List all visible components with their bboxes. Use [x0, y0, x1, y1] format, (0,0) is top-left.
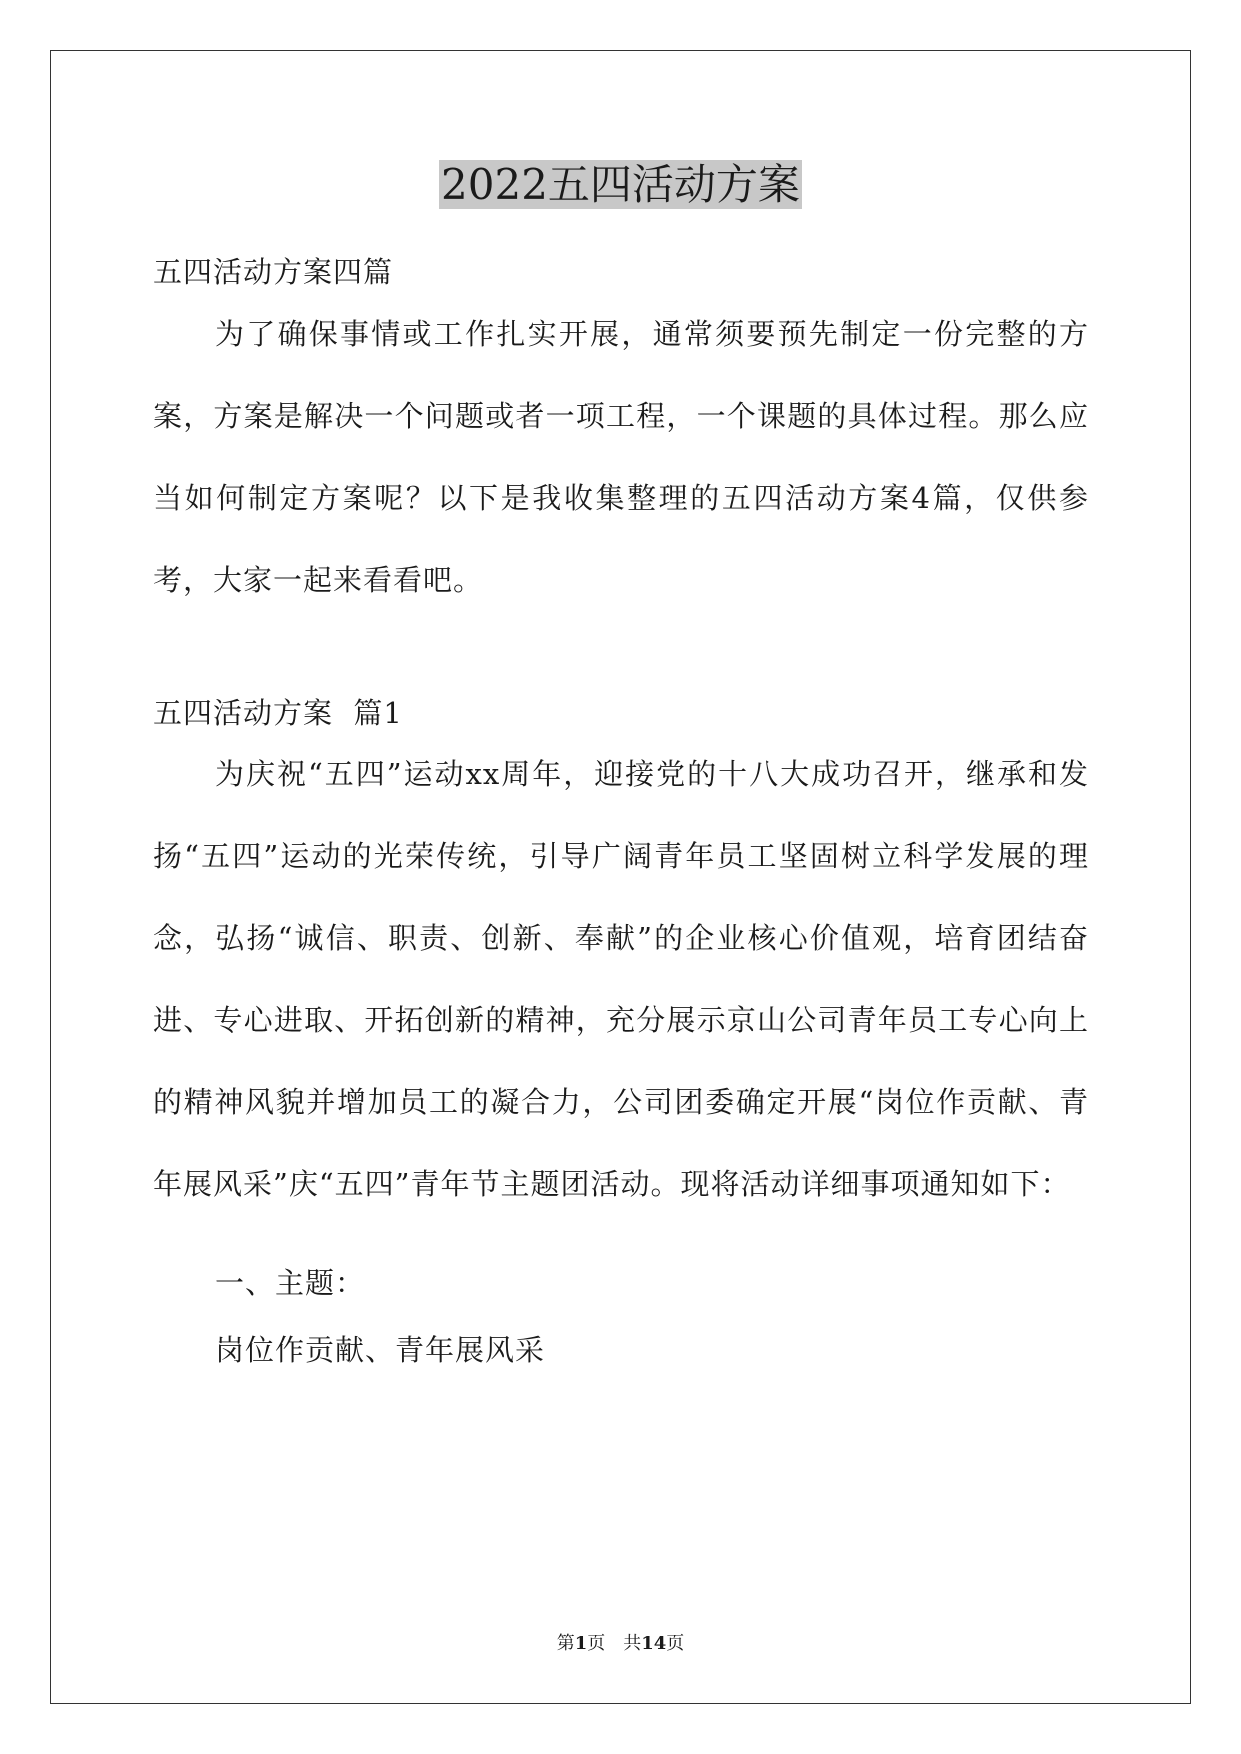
- total-suffix: 页: [666, 1633, 685, 1654]
- page-suffix: 页: [587, 1633, 606, 1654]
- intro-paragraph: 为了确保事情或工作扎实开展，通常须要预先制定一份完整的方案，方案是解决一个问题或者一项工程，一个课题的具体过程。那么应当如何制定方案呢？以下是我收集整理的五四活动方案4篇，仅供参考，大家一起来看看吧。: [153, 317, 1089, 597]
- item-content: 岗位作贡献、青年展风采: [215, 1333, 546, 1367]
- total-pages: 14: [641, 1633, 667, 1654]
- page-footer: [0, 1632, 1241, 1656]
- total-prefix: 共: [623, 1633, 642, 1654]
- section-paragraph: 为庆祝“五四”运动xx周年，迎接党的十八大成功召开，继承和发扬“五四”运动的光荣传统，引导广阔青年员工坚固树立科学发展的理念，弘扬“诚信、职责、创新、奉献”的企业核心价值观，培育团结奋进、专心进取、开拓创新的精神，充分展示京山公司青年员工专心向上的精神风貌并增加员工的凝合力，公司团委确定开展“岗位作贡献、青年展风采”庆“五四”青年节主题团活动。现将活动详细事项通知如下：: [153, 757, 1089, 1201]
- document-subtitle: 五四活动方案四篇: [153, 255, 394, 289]
- document-title: [0, 157, 1241, 213]
- document-title-text: 2022五四活动方案: [441, 160, 800, 209]
- item-heading: 一、主题：: [215, 1266, 366, 1300]
- page-prefix: 第: [556, 1633, 575, 1654]
- section-heading: 五四活动方案 篇1: [153, 696, 403, 730]
- page-number: 1: [574, 1633, 588, 1654]
